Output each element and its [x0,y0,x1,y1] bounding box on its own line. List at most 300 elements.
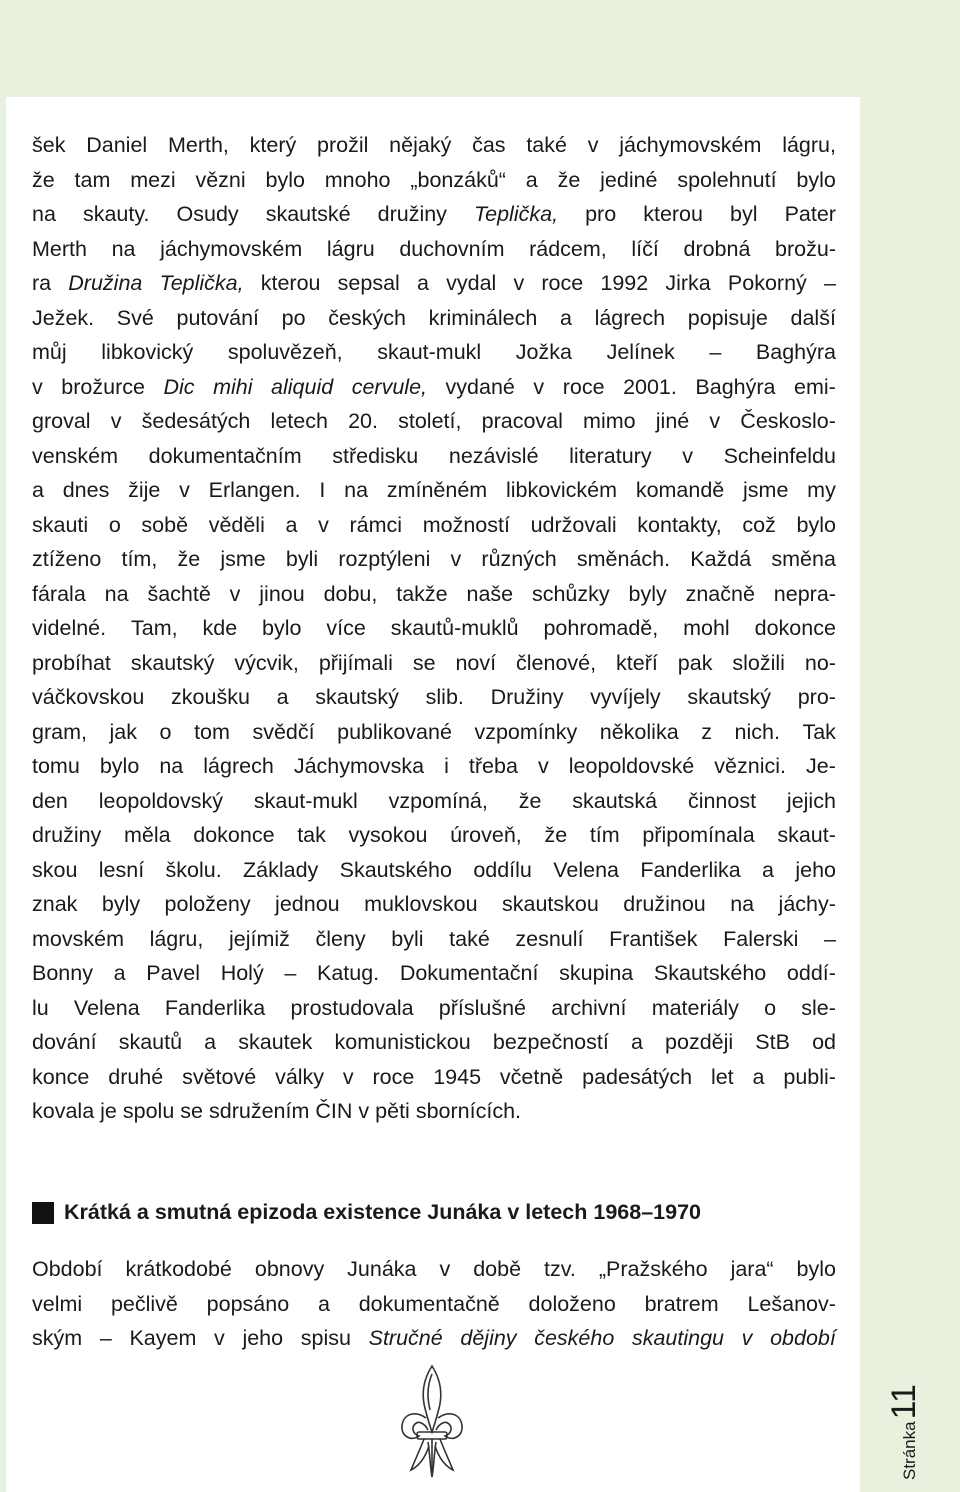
word: kterou [643,202,703,226]
word: Fanderlika [164,995,266,1020]
word: Kayem [129,1326,197,1350]
word: velmi [32,1291,83,1316]
word: Teplička, [159,271,244,295]
word: roce [372,1064,415,1089]
word: na [111,236,136,261]
word: vydané [445,374,515,399]
word: že [557,167,581,192]
word: jinou [259,581,305,606]
text-line [32,715,836,750]
word: a [752,1064,765,1089]
word: skupina [559,961,634,985]
word: takže [396,581,448,606]
word: kontakty, [637,512,722,537]
word: že [544,823,568,847]
word: lágru [326,236,375,261]
text-line [32,128,836,163]
word: cervule, [351,374,428,399]
word: a [630,1030,643,1054]
word: drobná [683,236,751,261]
word: Dic [163,374,195,399]
word: školu. [165,857,222,882]
word: v [450,547,462,571]
word: Své [116,305,154,330]
word: šachtě [147,581,211,606]
word: družiny [32,823,102,847]
word: skautů [118,1030,183,1054]
word: v [179,478,190,502]
word: Stručné [368,1326,443,1350]
word: Skautského [653,961,767,985]
word: materiály [651,995,739,1020]
word: tomu [32,754,80,778]
word: pěti [375,1099,410,1123]
word: na [159,754,184,778]
word: jeho [242,1326,284,1350]
word: čas [472,133,506,157]
word: ským [32,1326,83,1350]
text-line [32,887,836,922]
word: směna [771,547,836,571]
word: přijímali [318,650,393,675]
word: emi- [794,374,836,399]
word: slib. [425,685,464,709]
word: byli [391,926,424,951]
word: Merth, [167,133,229,157]
word: a [559,305,572,330]
word: a [525,167,538,192]
word: nezávislé [448,443,539,468]
word: se [180,1099,204,1123]
word: kriminálech [428,305,538,330]
word: a [762,857,775,882]
word: jáchy- [778,892,836,916]
word: putování [176,305,259,330]
text-line [32,370,836,405]
word: který [249,133,297,157]
word: lágru, [149,926,204,951]
word: movském [32,926,124,951]
word: dějiny [460,1326,517,1350]
word: a [32,478,44,502]
word: videlné. [32,616,107,640]
word: výcvik, [234,650,299,675]
text-line [32,1060,836,1095]
word: Erlangen. [208,478,301,502]
word: libkovickém [505,478,618,502]
word: – [709,340,722,364]
word: publikované [337,719,452,744]
text-line [32,1252,836,1287]
text-line [32,163,836,198]
word: Merth [32,236,87,261]
word: vzpomíná, [388,788,488,813]
word: jejich [786,788,836,813]
word: úroveň, [450,823,522,847]
word: skou [32,857,78,882]
word: nějaký [389,133,452,157]
word: připomínala [642,823,755,847]
word: je [100,1099,117,1123]
word: pohromadě, [543,616,659,640]
word: pak [677,650,713,675]
word: jeho [795,857,836,882]
word: a [416,271,429,295]
word: ra [32,271,52,295]
word: mnoho [324,167,391,192]
word: jsme [220,547,266,571]
word: Družina [68,271,143,295]
word: pro- [797,685,836,709]
word: rozptýleni [338,547,431,571]
word: oddí- [786,961,836,985]
word: Tak [802,719,836,744]
word: lágrech [203,754,274,778]
word: „bonzáků“ [410,167,506,192]
word: no- [804,650,836,675]
word: že [32,167,55,192]
word: literatury [569,443,652,468]
word: mohl [683,616,730,640]
word: Lešanov- [747,1291,836,1316]
word: bylo [262,616,302,640]
section-heading [32,1200,701,1225]
word: mimo [583,409,636,433]
word: 1992 [600,271,649,295]
word: v [682,443,693,468]
fleur-de-lis-icon [397,1362,467,1482]
word: brožurce [61,374,145,399]
word: „Pražského [598,1257,708,1281]
word: popisuje [687,305,768,330]
word: dokonce [754,616,836,640]
word: šek [32,133,66,157]
word: Baghýra [755,340,836,364]
section-heading-text: Krátká a smutná epizoda existence Junáka v letech 1968–1970 [64,1200,701,1224]
word: lu [32,995,49,1020]
word: další [790,305,836,330]
text-line [32,197,836,232]
word: Každá [690,547,752,571]
word: znak [32,892,78,916]
word: v [533,374,545,399]
word: tzv. [544,1257,576,1281]
word: spoluvězeň, [227,340,343,364]
word: letech [270,409,328,433]
word: třeba [468,754,518,778]
word: kovala [32,1099,95,1123]
body-paragraph-2 [32,1252,836,1356]
text-line [32,266,836,301]
word: fárala [32,581,86,606]
word: druhé [108,1064,164,1089]
word: tak [297,823,326,847]
word: vězni [195,167,246,192]
text-line [32,301,836,336]
word: roce [562,374,605,399]
text-line [32,991,836,1026]
text-line [32,439,836,474]
word: značně [685,581,755,606]
word: brožu- [775,236,836,261]
word: rádcem, [529,236,607,261]
word: probíhat [32,650,111,675]
word: 2001. [623,374,677,399]
word: doloženo [528,1291,616,1316]
word: věznici. [714,754,786,778]
word: Daniel [86,133,148,157]
word: StB [755,1030,790,1054]
word: a [276,685,289,709]
word: skautský [130,650,215,675]
word: jejímiž [228,926,290,951]
word: let [710,1064,734,1089]
word: v [709,409,721,433]
word: sle- [801,995,836,1020]
word: bezpečností [492,1030,609,1054]
text-line [32,1321,836,1356]
black-square-icon [32,1202,54,1224]
word: jednou [275,892,340,916]
word: svědčí [252,719,315,744]
word: dnes [62,478,110,502]
word: bratrem [644,1291,719,1316]
word: dokumentačně [358,1291,500,1316]
word: Katug. [317,961,380,985]
word: udržovali [530,512,617,537]
word: pečlivě [110,1291,178,1316]
word: I [319,478,326,502]
body-paragraph-1 [32,128,836,1129]
word: v [513,271,525,295]
word: Holý [220,961,264,985]
word: Ježek. [32,305,95,330]
word: Teplička, [473,202,559,226]
word: zmíněném [386,478,488,502]
word: sbornících. [415,1099,522,1123]
word: skautská [572,788,658,813]
word: v [214,1326,225,1350]
word: skautskou [502,892,599,916]
word: zesnulí [515,926,584,951]
text-line [32,404,836,439]
word: Je- [806,754,836,778]
word: leopoldovský [98,788,224,813]
page-number: 11 [885,1384,923,1420]
word: Pavel [146,961,201,985]
word: a [204,1030,217,1054]
word: skautský [315,685,399,709]
word: archivní [551,995,627,1020]
word: různých [481,547,557,571]
word: na [730,892,755,916]
word: žije [128,478,161,502]
word: v [318,512,329,537]
word: i [444,754,449,778]
word: Dokumentační [399,961,539,985]
word: Družiny [490,685,564,709]
word: o [108,512,121,537]
word: příslušné [438,995,527,1020]
page-label-word: Stránka [900,1421,919,1480]
word: Jáchymovska [293,754,425,778]
word: v [439,1257,451,1281]
word: století, [398,409,462,433]
word: vydal [446,271,497,295]
word: krátkodobé [125,1257,232,1281]
word: noví [455,650,497,675]
word: věděli [208,512,265,537]
word: my [807,478,836,502]
text-line [32,1287,836,1322]
word: Skautského [339,857,452,882]
word: v [229,581,241,606]
word: skautský [687,685,771,709]
word: skaut- [777,823,836,847]
word: středisku [332,443,419,468]
word: skaut-mukl [377,340,482,364]
word: kterou [260,271,321,295]
word: vzpomínky [474,719,578,744]
word: Scheinfeldu [723,443,836,468]
word: ČIN [315,1099,353,1123]
word: v [741,1326,753,1350]
word: skautské [265,202,351,226]
word: byly [628,581,667,606]
word: se [412,650,436,675]
word: rámci [349,512,403,537]
word: Bonny [32,961,93,985]
word: války [275,1064,325,1089]
word: což [742,512,776,537]
text-line [32,577,836,612]
word: položeny [164,892,251,916]
word: tom [194,719,230,744]
word: dokumentačním [148,443,302,468]
word: padesátých [582,1064,693,1089]
word: – [284,961,297,985]
word: v [587,133,599,157]
word: 20. [348,409,378,433]
word: spisu [300,1326,351,1350]
text-line [32,1025,836,1060]
text-line [32,818,836,853]
word: spolu [122,1099,175,1123]
word: a [317,1291,330,1316]
word: bylo [796,512,836,537]
text-line [32,542,836,577]
word: Pokorný [727,271,807,295]
word: na [104,581,129,606]
word: a [113,961,126,985]
word: komunistickou [334,1030,471,1054]
word: Baghýra [695,374,776,399]
word: líčí [631,236,659,261]
word: činnost [687,788,757,813]
word: Základy [243,857,319,882]
word: duchovním [399,236,505,261]
word: kde [202,616,238,640]
word: v [537,754,549,778]
word: váčkovskou [32,685,145,709]
word: – [823,926,836,951]
word: dokonce [193,823,275,847]
word: družiny [377,202,447,226]
word: v [110,409,122,433]
word: mezi [130,167,176,192]
text-line [32,232,836,267]
word: vysokou [348,823,428,847]
word: jiné [655,409,690,433]
word: také [526,133,567,157]
word: od [812,1030,836,1054]
word: byli [285,547,319,571]
word: jediné [600,167,658,192]
word: směnách. [576,547,671,571]
word: jsme [743,478,789,502]
word: ztíženo [32,547,102,571]
word: byly [101,892,141,916]
word: Jožka [515,340,572,364]
word: můj [32,340,67,364]
word: tím, [121,547,158,571]
word: popsáno [206,1291,290,1316]
text-line [32,749,836,784]
word: lesní [98,857,145,882]
word: sobě [141,512,189,537]
word: František [609,926,698,951]
word: pracoval [481,409,563,433]
word: členové, [516,650,597,675]
word: obnovy [254,1257,325,1281]
text-line [32,646,836,681]
word: družinou [623,892,706,916]
word: leopoldovské [568,754,695,778]
word: skauty. [82,202,150,226]
word: více [326,616,366,640]
word: dování [32,1030,97,1054]
word: spolehnutí [677,167,777,192]
word: skaut-mukl [253,788,358,813]
word: prožil [317,133,369,157]
word: z [701,719,712,744]
text-line [32,784,836,819]
word: Fanderlika [640,857,741,882]
word: publi- [783,1064,836,1089]
word: Tam, [131,616,178,640]
word: venském [32,443,119,468]
word: Falerski [723,926,799,951]
word: měla [123,823,171,847]
word: po [281,305,306,330]
word: bylo [99,754,140,778]
word: pro [585,202,617,226]
word: gram, [32,719,87,744]
word: kteří [616,650,658,675]
word: komandě [635,478,725,502]
text-line [32,1094,836,1129]
word: naše [466,581,514,606]
word: skautů-muklů [390,616,519,640]
word: období [770,1326,836,1350]
text-line [32,853,836,888]
word: bylo [265,167,305,192]
word: bylo [796,167,836,192]
word: šedesátých [141,409,251,433]
word: skautingu [631,1326,725,1350]
word: na [32,202,56,226]
word: sdružením [209,1099,310,1123]
